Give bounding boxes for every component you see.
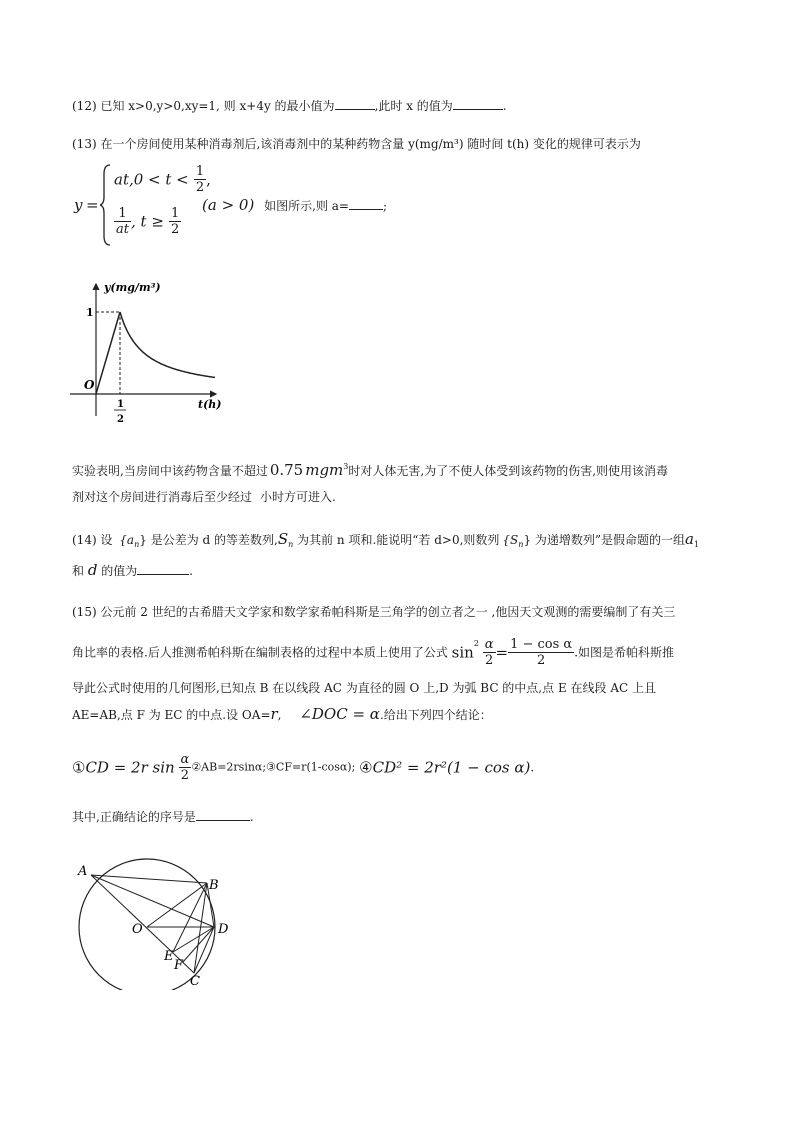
q15-formula-sin: sin — [451, 643, 474, 662]
origin-label: O — [84, 378, 95, 392]
frac-num: 1 — [170, 206, 180, 221]
q15-c1-label: ① — [72, 758, 86, 777]
frac-den: 2 — [195, 180, 205, 195]
q13-case1-comma: , — [206, 170, 211, 189]
frac-num: α — [484, 637, 494, 652]
q15-c4-expr: CD² = 2r²(1 − cos α) — [372, 758, 531, 777]
q14-a1: a — [685, 530, 694, 548]
q13-cond: (a > 0) — [202, 196, 255, 214]
q15-geometry — [72, 855, 242, 990]
q14-S: S — [277, 530, 289, 548]
q13-tail-end: ; — [382, 199, 388, 213]
frac-num: 1 — [114, 206, 131, 222]
segment-ab — [91, 875, 207, 883]
label-b: B — [209, 878, 219, 893]
label-a: A — [78, 864, 88, 879]
q15-ask-end: . — [249, 810, 254, 824]
q15-c1-expr: CD = 2r sin — [85, 758, 175, 777]
frac-den: 2 — [170, 222, 180, 237]
q14-a1-sub: 1 — [694, 540, 700, 549]
q15-line2-b: .如图是希帕科斯推 — [574, 645, 675, 660]
q14-seq-close: } — [139, 533, 147, 547]
q15-line4-angle: ∠DOC = α — [299, 705, 380, 723]
q13-after1-b: 时对人体无害,为了不使人体受到该药物的伤害,则使用该消毒 — [348, 464, 669, 478]
q14-d: 为递增数列”是假命题的一组 — [534, 533, 686, 547]
segment-fd — [183, 927, 214, 962]
q14-line1 — [72, 531, 699, 553]
q15-conclusions — [72, 752, 534, 783]
y-axis-label: y(mg/m³) — [104, 281, 161, 294]
q13-after-line2 — [72, 488, 336, 505]
q15-line2-a: 角比率的表格.后人推测希帕科斯在编制表格的过程中本质上使用了公式 — [72, 645, 448, 660]
q13-blank-a[interactable] — [349, 197, 383, 210]
q14-end: . — [189, 564, 194, 578]
q13-after1-unit: mgm — [305, 461, 344, 479]
frac-den: 2 — [537, 653, 546, 668]
x-tick-den: 2 — [117, 414, 124, 425]
q13-condition — [202, 196, 387, 214]
q15-line4-c: .给出下列四个结论： — [379, 708, 492, 722]
q14-d-var: d — [87, 561, 98, 579]
frac-den: at — [116, 222, 129, 237]
q13-after2-b: 小时方可进入. — [260, 490, 336, 504]
q13-after-line1 — [72, 459, 668, 479]
q13-case1-frac — [194, 164, 206, 195]
q15-line1: (15) 公元前 2 世纪的古希腊天文学家和数学家希帕科斯是三角学的创立者之一 ,他因天文观测的需要编制了有关三 — [72, 605, 676, 619]
q13-intro: (13) 在一个房间使用某种消毒剂后,该消毒剂中的某种药物含量 y(mg/m³) 随时间 t(h) 变化的规律可表示为 — [72, 137, 641, 151]
q13-case1 — [114, 164, 211, 195]
q13-y: y — [74, 196, 83, 214]
q12-text-a: (12) 已知 x>0,y>0,xy=1, 则 x+4y 的最小值为 — [72, 99, 335, 113]
decay-curve — [120, 312, 215, 378]
q13-graph — [68, 276, 228, 432]
q15-c2: ②AB=2rsinα;③CF=r(1-cosα); — [191, 760, 356, 774]
geometry-segments — [91, 875, 214, 973]
label-d: D — [218, 922, 229, 937]
q13-case2-expr: , t ≥ — [130, 212, 164, 231]
frac-den: 2 — [484, 653, 494, 668]
q13-after1-a: 实验表明,当房间中该药物含量不超过 — [72, 464, 268, 478]
label-f: F — [174, 958, 184, 973]
q15-c4-end: . — [530, 760, 535, 775]
q13-after1-value: 0.75 — [269, 461, 304, 479]
rising-segment — [96, 312, 120, 394]
q15-ask — [72, 808, 254, 825]
q14-seq2-sub: n — [518, 540, 524, 549]
q15-line4 — [72, 706, 492, 723]
q13-equals: = — [86, 196, 99, 214]
q13-case2-frac2 — [169, 206, 181, 237]
frac-num: 1 — [195, 164, 205, 179]
q13-after2-a: 剂对这个房间进行消毒后至少经过 — [72, 490, 253, 504]
q13-case2 — [114, 206, 181, 237]
q13-case1-expr: at,0 < t < — [114, 170, 189, 189]
q15-line3: 导此公式时使用的几何图形,已知点 B 在以线段 AC 为直径的圆 O 上,D 为弧 BC 的中点,点 E 在线段 AC 上且 — [72, 681, 656, 695]
q15-formula-eq: = — [495, 643, 509, 662]
q14-a: (14) 设 — [72, 533, 113, 547]
q15-line4-a: AE=AB,点 F 为 EC 的中点.设 OA= — [72, 708, 271, 722]
y-tick-label: 1 — [86, 306, 94, 319]
q15-formula-sup: 2 — [473, 639, 479, 648]
q13-after1-sup: 3 — [343, 462, 349, 471]
q12-end: . — [502, 99, 507, 113]
q15-c4-label: ④ — [359, 758, 373, 777]
segment-ad — [91, 875, 214, 927]
q14-seq2: {S — [502, 533, 519, 547]
q15-blank[interactable] — [196, 808, 250, 821]
q13-case2-frac — [114, 206, 131, 237]
q15-ask-text: 其中,正确结论的序号是 — [72, 810, 196, 824]
label-c: C — [190, 974, 200, 989]
q15-c1-frac — [179, 752, 192, 783]
q12-blank-min[interactable] — [335, 97, 375, 110]
q14-blank[interactable] — [137, 562, 189, 575]
label-o: O — [132, 922, 143, 937]
q12-line — [72, 97, 507, 114]
q15-formula-rhs-frac — [508, 637, 574, 668]
q14-line2 — [72, 562, 193, 579]
x-axis-label: t(h) — [198, 398, 222, 411]
q15-line2 — [72, 636, 674, 668]
q15-formula-lhs-frac — [483, 637, 496, 668]
q13-piecewise — [74, 162, 494, 248]
q12-text-b: ,此时 x 的值为 — [374, 99, 453, 113]
q14-b: 是公差为 d 的等差数列, — [150, 533, 278, 547]
frac-num: 1 − cos α — [510, 637, 573, 652]
q14-line2-b: 的值为 — [101, 564, 138, 578]
label-e: E — [164, 949, 174, 964]
q14-seq-sub: n — [134, 540, 140, 549]
q14-S-sub: n — [288, 540, 294, 549]
q13-tail: 如图所示,则 a= — [264, 199, 349, 213]
frac-num: α — [180, 752, 190, 767]
frac-den: 2 — [180, 768, 190, 783]
q14-seq2-close: } — [523, 533, 532, 547]
q14-line2-a: 和 — [72, 564, 85, 578]
q14-seq: {a — [119, 533, 135, 547]
q14-c: 为其前 n 项和.能说明“若 d>0,则数列 — [297, 533, 500, 547]
q15-line4-b: , — [277, 708, 282, 722]
q15-line4-r: r — [270, 705, 278, 723]
x-tick-num: 1 — [117, 399, 124, 410]
q13-brace — [100, 164, 112, 246]
q12-blank-x[interactable] — [453, 97, 503, 110]
